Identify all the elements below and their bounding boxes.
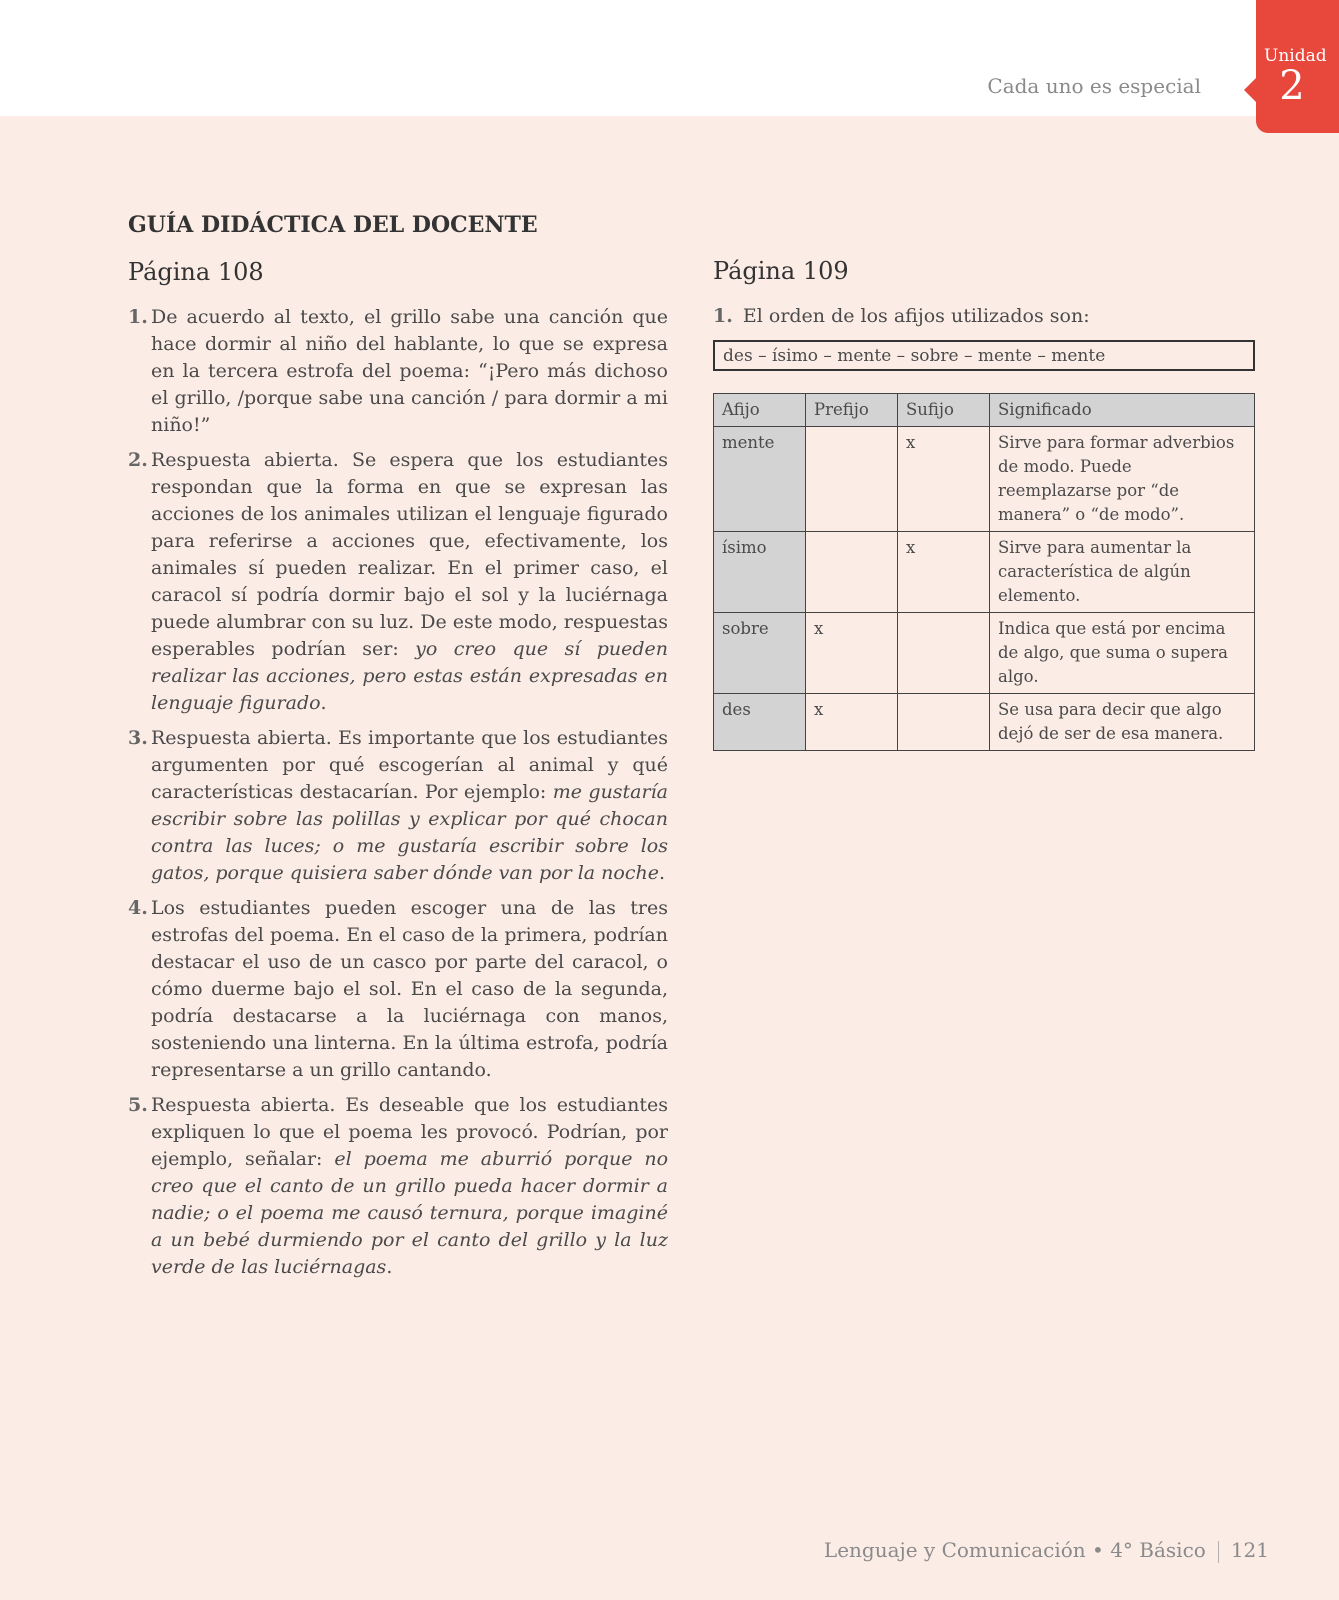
cell-sufijo <box>898 694 990 751</box>
answer-4 <box>128 895 668 1084</box>
unit-number: 2 <box>1279 63 1305 109</box>
unit-tab <box>1256 0 1339 133</box>
answer-number: 3. <box>128 727 148 749</box>
page-108-title: Página 108 <box>128 258 264 286</box>
answer-text: Respuesta abierta. Es importante que los estudiantes argumenten por qué escogerían al animal y qué características destacarían. Por ejemplo: <box>151 727 668 803</box>
cell-sufijo <box>898 613 990 694</box>
cell-afijo: mente <box>714 427 806 532</box>
table-row <box>714 427 1255 532</box>
affix-order-box: des – ísimo – mente – sobre – mente – mente <box>713 340 1255 371</box>
answer-text: Los estudiantes pueden escoger una de las tres estrofas del poema. En el caso de la primera, podrían destacar el uso de un casco por parte del caracol, o cómo duerme bajo el sol. En el caso de la segunda, podría destacarse a la luciérnaga con manos, sosteniendo una linterna. En la última estrofa, podría representarse a un grillo cantando. <box>151 897 668 1081</box>
cell-significado: Sirve para aumentar la característica de algún elemento. <box>990 532 1255 613</box>
cell-prefijo <box>806 532 898 613</box>
answer-5 <box>128 1092 668 1281</box>
answer-example: me gustaría escribir sobre las polillas y explicar por qué chocan contra las luces; o me gustaría escribir sobre los gatos, porque quisiera saber dónde van por la noche <box>151 781 668 884</box>
cell-prefijo: x <box>806 694 898 751</box>
answer-text: Respuesta abierta. Es deseable que los estudiantes expliquen lo que el poema les provocó. Podrían, por ejemplo, señalar: <box>151 1094 668 1170</box>
answer-number: 1. <box>128 306 148 328</box>
book-title: Lenguaje y Comunicación • 4° Básico <box>823 1538 1206 1562</box>
answer-example: el poema me aburrió porque no creo que el canto de un grillo pueda hacer dormir a nadie; o el poema me causó ternura, porque imaginé a un bebé durmiendo por el canto del grillo y la luz verde de las luciérnagas <box>151 1148 669 1278</box>
table-row <box>714 613 1255 694</box>
header-sufijo: Sufijo <box>898 394 990 427</box>
unit-label: Unidad <box>1264 46 1327 66</box>
right-column <box>713 257 1255 751</box>
answer-1 <box>128 304 668 439</box>
table-row <box>714 694 1255 751</box>
answer-tail: . <box>320 692 327 714</box>
answer-3 <box>128 725 668 887</box>
header-afijo: Afijo <box>714 394 806 427</box>
header-significado: Significado <box>990 394 1255 427</box>
guide-title: GUÍA DIDÁCTICA DEL DOCENTE <box>128 212 538 238</box>
answer-example: yo creo que sí pueden realizar las acciones, pero estas están expresadas en lenguaje figurado <box>151 638 669 714</box>
question-text: El orden de los afijos utilizados son: <box>742 305 1090 327</box>
cell-afijo: sobre <box>714 613 806 694</box>
cell-sufijo: x <box>898 427 990 532</box>
page-header <box>0 0 1339 116</box>
answer-number: 2. <box>128 449 148 471</box>
cell-significado: Se usa para decir que algo dejó de ser de esa manera. <box>990 694 1255 751</box>
cell-significado: Indica que está por encima de algo, que suma o supera algo. <box>990 613 1255 694</box>
question-1 <box>713 303 1255 330</box>
question-number: 1. <box>713 305 733 327</box>
answer-text: Respuesta abierta. Se espera que los estudiantes respondan que la forma en que se expresan las acciones de los animales utilizan el lenguaje figurado para referirse a acciones que, efectivamente, los animales sí pueden realizar. En el primer caso, el caracol sí podría dormir bajo el sol y la luciérnaga puede alumbrar con su luz. De este modo, respuestas esperables podrían ser: <box>151 449 668 660</box>
affix-table <box>713 393 1255 751</box>
left-column <box>128 212 668 1289</box>
table-header-row <box>714 394 1255 427</box>
answer-number: 4. <box>128 897 148 919</box>
cell-prefijo: x <box>806 613 898 694</box>
answer-tail: . <box>386 1256 393 1278</box>
answer-number: 5. <box>128 1094 148 1116</box>
footer-divider <box>1218 1541 1219 1563</box>
cell-afijo: ísimo <box>714 532 806 613</box>
page-109-title: Página 109 <box>713 257 849 285</box>
cell-significado: Sirve para formar adverbios de modo. Puede reemplazarse por “de manera” o “de modo”. <box>990 427 1255 532</box>
table-row <box>714 532 1255 613</box>
page-number: 121 <box>1230 1538 1269 1562</box>
header-prefijo: Prefijo <box>806 394 898 427</box>
chapter-title: Cada uno es especial <box>987 74 1201 98</box>
answer-text: De acuerdo al texto, el grillo sabe una canción que hace dormir al niño del hablante, lo que se expresa en la tercera estrofa del poema: “¡Pero más dichoso el grillo, /porque sabe una canción / para dormir a mi niño!” <box>151 306 668 436</box>
cell-afijo: des <box>714 694 806 751</box>
cell-prefijo <box>806 427 898 532</box>
answer-2 <box>128 447 668 717</box>
cell-sufijo: x <box>898 532 990 613</box>
answer-tail: . <box>658 862 665 884</box>
page-footer <box>824 1538 1269 1563</box>
